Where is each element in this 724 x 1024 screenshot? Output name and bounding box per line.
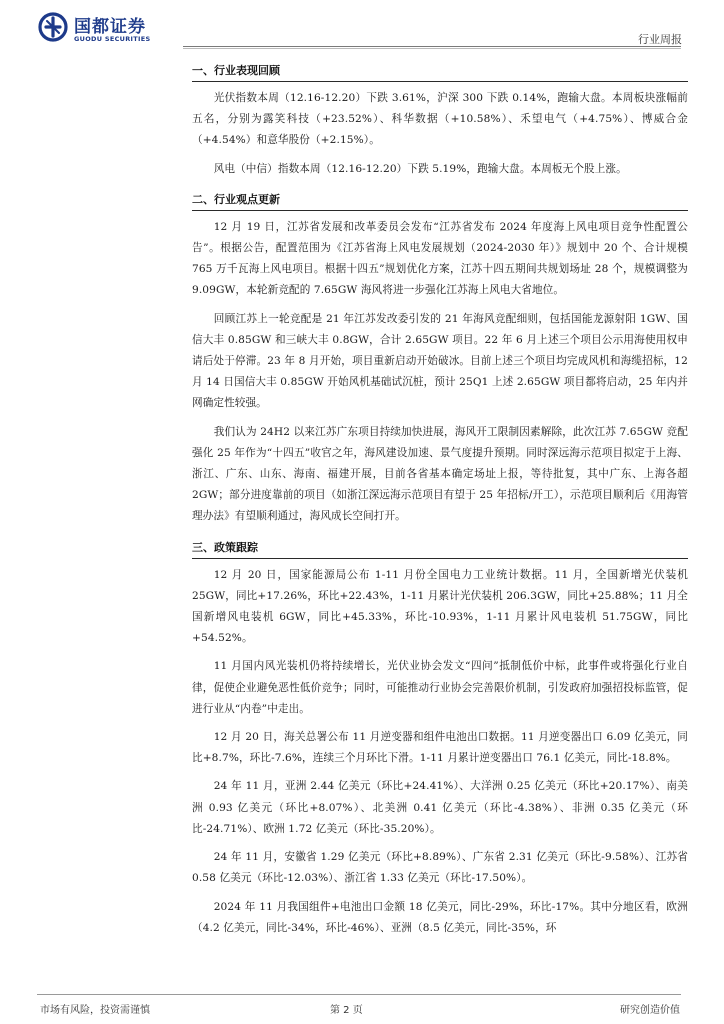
section-divider — [192, 558, 688, 559]
section-performance-review — [192, 60, 688, 180]
logo-english-name: GUODU SECURITIES — [74, 35, 151, 43]
paragraph: 12 月 19 日，江苏省发展和改革委员会发布“江苏省发布 2024 年度海上风电项目竞争性配置公告”。根据公告，配置范围为《江苏省海上风电发展规划（2024-2030 年）》规划中 20 个、合计规模 765 万千瓦海上风电项目。根据十四五”规划优化方案，江苏十四五期间共规划场址 28 个，规模调整为 9.09GW，本轮新竞配的 7.65GW 海风将进一步强化江苏海上风电大省地位。 — [192, 220, 688, 297]
paragraph: 24 年 11 月，亚洲 2.44 亿美元（环比+24.41%）、大洋洲 0.25 亿美元（环比+20.17%）、南美洲 0.93 亿美元（环比+8.07%）、北美洲 0.41 亿美元（环比-4.38%）、非洲 0.35 亿美元（环比-24.71%）、欧洲 1.72 亿美元（环比-35.20%）。 — [192, 780, 688, 835]
section-title: 二、行业观点更新 — [192, 192, 280, 206]
section-industry-view — [192, 189, 688, 528]
section-title: 三、政策跟踪 — [192, 540, 258, 554]
paragraph: 我们认为 24H2 以来江苏广东项目持续加快进展，海风开工限制因素解除，此次江苏 7.65GW 竞配强化 25 年作为“十四五”收官之年，海风建设加速、景气度提升预期。同时深远海示范项目拟定于上海、浙江、广东、山东、海南、福建开展，目前各省基本确定场址上报，等待批复，其中广东、上海各超 2GW；部分进度靠前的项目（如浙江深远海示范项目有望于 25 年招标/开工），示范项目顺利后《用海管理办法》有望顺利通过，海风成长空间打开。 — [192, 425, 688, 523]
footer-divider — [37, 994, 681, 995]
footer-disclaimer: 市场有风险，投资需谨慎 — [40, 1005, 150, 1016]
header-divider-secondary — [183, 48, 681, 49]
paragraph: 12 月 20 日，国家能源局公布 1-11 月份全国电力工业统计数据。11 月，全国新增光伏装机 25GW，同比+17.26%，环比+22.43%，1-11 月累计光伏装机 206.3GW，同比+25.88%；11 月全国新增风电装机 6GW，同比+45.33%，环比-10.93%，1-11 月累计风电装机 51.75GW，同比+54.52%。 — [192, 568, 688, 645]
footer-slogan: 研究创造价值 — [620, 1005, 680, 1016]
section-policy-tracking — [192, 537, 688, 939]
paragraph: 风电（中信）指数本周（12.16-12.20）下跌 5.19%，跑输大盘。本周板无个股上涨。 — [213, 162, 627, 175]
paragraph: 光伏指数本周（12.16-12.20）下跌 3.61%，沪深 300 下跌 0.14%，跑输大盘。本周板块涨幅前五名，分别为露笑科技（+23.52%）、科华数据（+10.58%）、禾望电气（+4.75%）、博威合金（+4.54%）和意华股份（+2.15%）。 — [192, 92, 688, 147]
section-divider — [192, 210, 688, 211]
logo-mark-icon — [38, 12, 68, 42]
page-header — [0, 0, 724, 58]
paragraph: 24 年 11 月，安徽省 1.29 亿美元（环比+8.89%）、广东省 2.31 亿美元（环比-9.58%）、江苏省 0.58 亿美元（环比-12.03%）、浙江省 1.33 亿美元（环比-17.50%）。 — [192, 851, 688, 885]
paragraph: 2024 年 11 月我国组件+电池出口金额 18 亿美元，同比-29%，环比-17%。其中分地区看，欧洲（4.2 亿美元，同比-34%，环比-46%）、亚洲（8.5 亿美元，同比-35%，环 — [192, 900, 688, 934]
report-body — [192, 60, 688, 946]
paragraph: 11 月国内风光装机仍将持续增长，光伏业协会发文“四问”抵制低价中标，此事件或将强化行业自律，促使企业避免恶性低价竞争；同时，可能推动行业协会完善限价机制，引发政府加强招投标监管，促进行业从“内卷”中走出。 — [192, 660, 688, 715]
company-logo — [38, 12, 198, 52]
section-title: 一、行业表现回顾 — [192, 64, 280, 77]
paragraph: 12 月 20 日，海关总署公布 11 月逆变器和组件电池出口数据。11 月逆变器出口 6.09 亿美元，同比+8.7%，环比-7.6%，连续三个月环比下滑。1-11 月累计逆变器出口 76.1 亿美元，同比-18.8%。 — [192, 731, 688, 765]
paragraph: 回顾江苏上一轮竞配是 21 年江苏发改委引发的 21 年海风竞配细则，包括国能龙源射阳 1GW、国信大丰 0.85GW 和三峡大丰 0.8GW，合计 2.65GW 项目。22 年 6 月上述三个项目公示用海使用权申请后处于停滞。23 年 8 月开始，项目重新启动开始破冰。目前上述三个项目均完成风机和海缆招标，12 月 14 日国信大丰 0.85GW 开始风机基础试沉桩，预计 25Q1 上述 2.65GW 项目都将启动，25 年内并网确定性较强。 — [192, 312, 688, 410]
report-type-label: 行业周报 — [638, 33, 682, 46]
header-divider — [183, 46, 681, 47]
page-number: 第 2 页 — [330, 1005, 363, 1016]
logo-chinese-name: 国都证券 — [74, 17, 146, 37]
section-divider — [192, 81, 688, 82]
